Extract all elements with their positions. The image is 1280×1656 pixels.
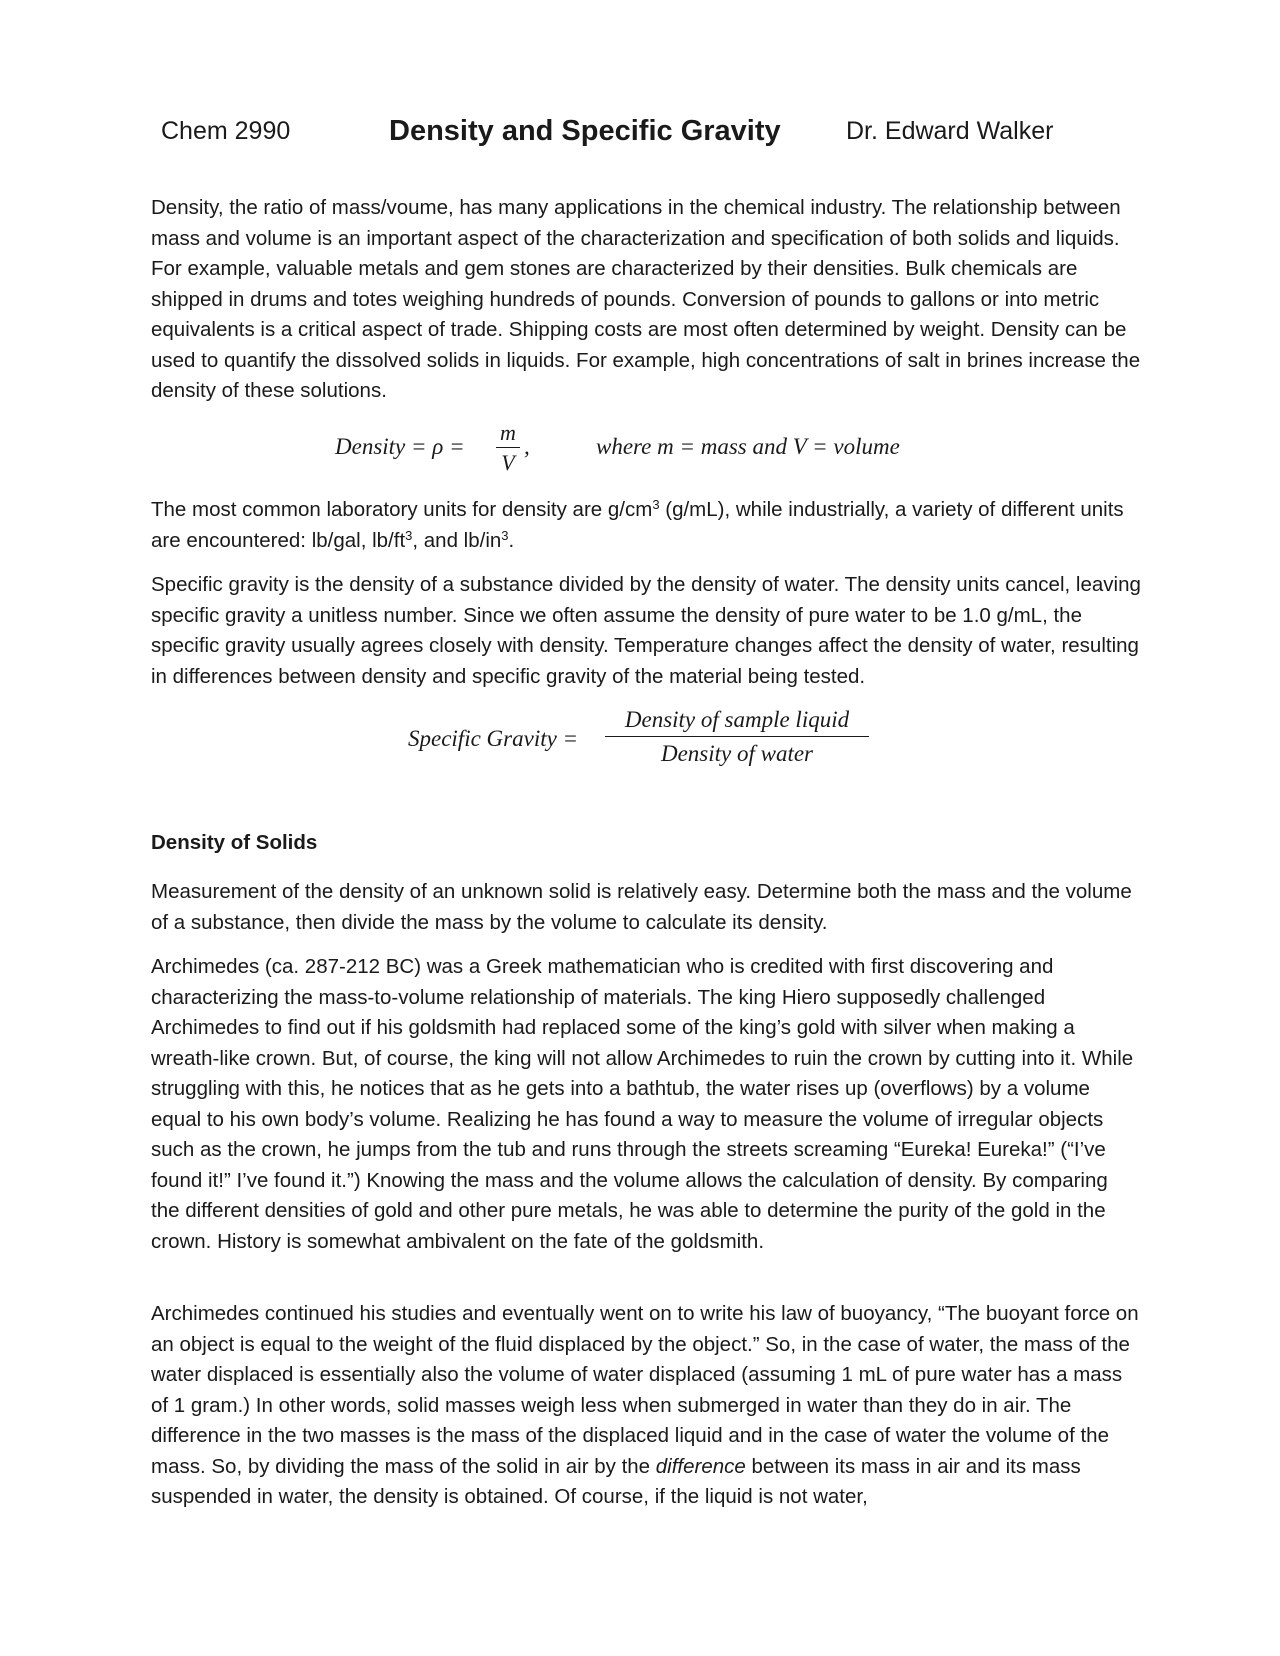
intro-text: Density, the ratio of mass/voume, has many applications in the chemical industry. The relationship between mass and volume is an important aspect of the characterization and specification of both solids and liquids. For example, valuable metals and gem stones are characterized by their densities. Bulk chemicals are shipped in drums and totes weighing hundreds of pounds. Conversion of pounds to gallons or into metric equivalents is a critical aspect of trade. Shipping costs are most often determined by weight. Density can be used to quantify the dissolved solids in liquids. For example, high concentrations of salt in brines increase the density of these solutions. [151,196,1141,402]
specific-gravity-paragraph [151,570,1141,692]
density-denominator: V [501,450,515,475]
equation-comma: , [524,434,530,459]
units-text-part: The most common laboratory units for density are g/cm [151,498,653,521]
fraction-bar [496,447,520,448]
fraction-bar [605,736,869,737]
course-code: Chem 2990 [161,117,291,145]
specific-gravity-text: Specific gravity is the density of a substance divided by the density of water. The density units cancel, leaving specific gravity a unitless number. Since we often assume the density of pure water to be 1.0 g/mL, the specific gravity usually agrees closely with density. Temperature changes affect the density of water, resulting in differences between density and specific gravity of the material being tested. [151,573,1141,688]
units-text-part: , and lb/in [412,528,502,552]
units-paragraph [151,495,1141,556]
emphasis-difference: difference [655,1454,746,1478]
density-numerator: m [500,420,516,445]
superscript: 3 [405,527,413,543]
section-heading: Density of Solids [151,831,318,854]
solids-paragraph-1 [151,877,1141,938]
units-text-part: (g/mL), while industrially, a variety of different units are encountered: lb/gal, lb/ft [151,498,1124,552]
density-fraction [496,420,520,476]
solids-text-1: Measurement of the density of an unknown solid is relatively easy. Determine both the mass and the volume of a substance, then divide the mass by the volume to calculate its density. [151,880,1132,934]
density-equation [0,420,1280,480]
intro-paragraph [151,193,1141,407]
archimedes-text: Archimedes (ca. 287-212 BC) was a Greek mathematician who is credited with first discovering and characterizing the mass-to-volume relationship of materials. The king Hiero supposedly challenged Archimedes to find out if his goldsmith had replaced some of the king’s gold with silver when making a wreath-like crown. But, of course, the king will not allow Archimedes to ruin the crown by cutting into it. While struggling with this, he notices that as he gets into a bathtub, the water rises up (overflows) by a volume equal to his own body’s volume. Realizing he has found a way to measure the volume of irregular objects such as the crown, he jumps from the tub and runs through the streets screaming “Eureka! Eureka!” (“I’ve found it!” I’ve found it.”) Knowing the mass and the volume allows the calculation of density. By comparing the different densities of gold and other pure metals, he was able to determine the purity of the gold in the crown. History is somewhat ambivalent on the fate of the goldsmith. [151,955,1134,1253]
superscript: 3 [501,527,509,543]
buoyancy-paragraph [151,1299,1141,1513]
sg-equation-lhs: Specific Gravity = [408,726,579,751]
superscript: 3 [652,497,660,512]
author-name: Dr. Edward Walker [846,117,1054,145]
document-title: Density and Specific Gravity [389,115,781,147]
sg-numerator: Density of sample liquid [624,707,850,732]
archimedes-paragraph [151,952,1141,1257]
sg-denominator: Density of water [660,741,814,766]
page-header [0,112,1280,162]
units-text-part: . [508,528,515,552]
density-equation-lhs: Density = ρ = [335,434,465,459]
sg-fraction [605,705,869,769]
units-text [151,495,1141,556]
buoyancy-text-part: Archimedes continued his studies and eventually went on to write his law of buoyancy, “The buoyant force on an object is equal to the weight of the fluid displaced by the object.” So, in the case of water, the mass of the water displaced is essentially also the volume of water displaced (assuming 1 mL of pure water has a mass of 1 gram.) In other words, solid masses weigh less when submerged in water than they do in air. The difference in the two masses is the mass of the displaced liquid and in the case of water the volume of the mass. So, by dividing the mass of the solid in air by the [151,1302,1139,1478]
buoyancy-text [151,1299,1141,1513]
buoyancy-text-part: between its mass in air and its mass suspended in water, the density is obtained. Of course, if the liquid is not water, [151,1454,1081,1508]
density-equation-where: where m = mass and V = volume [596,434,900,459]
specific-gravity-equation [0,705,1280,775]
